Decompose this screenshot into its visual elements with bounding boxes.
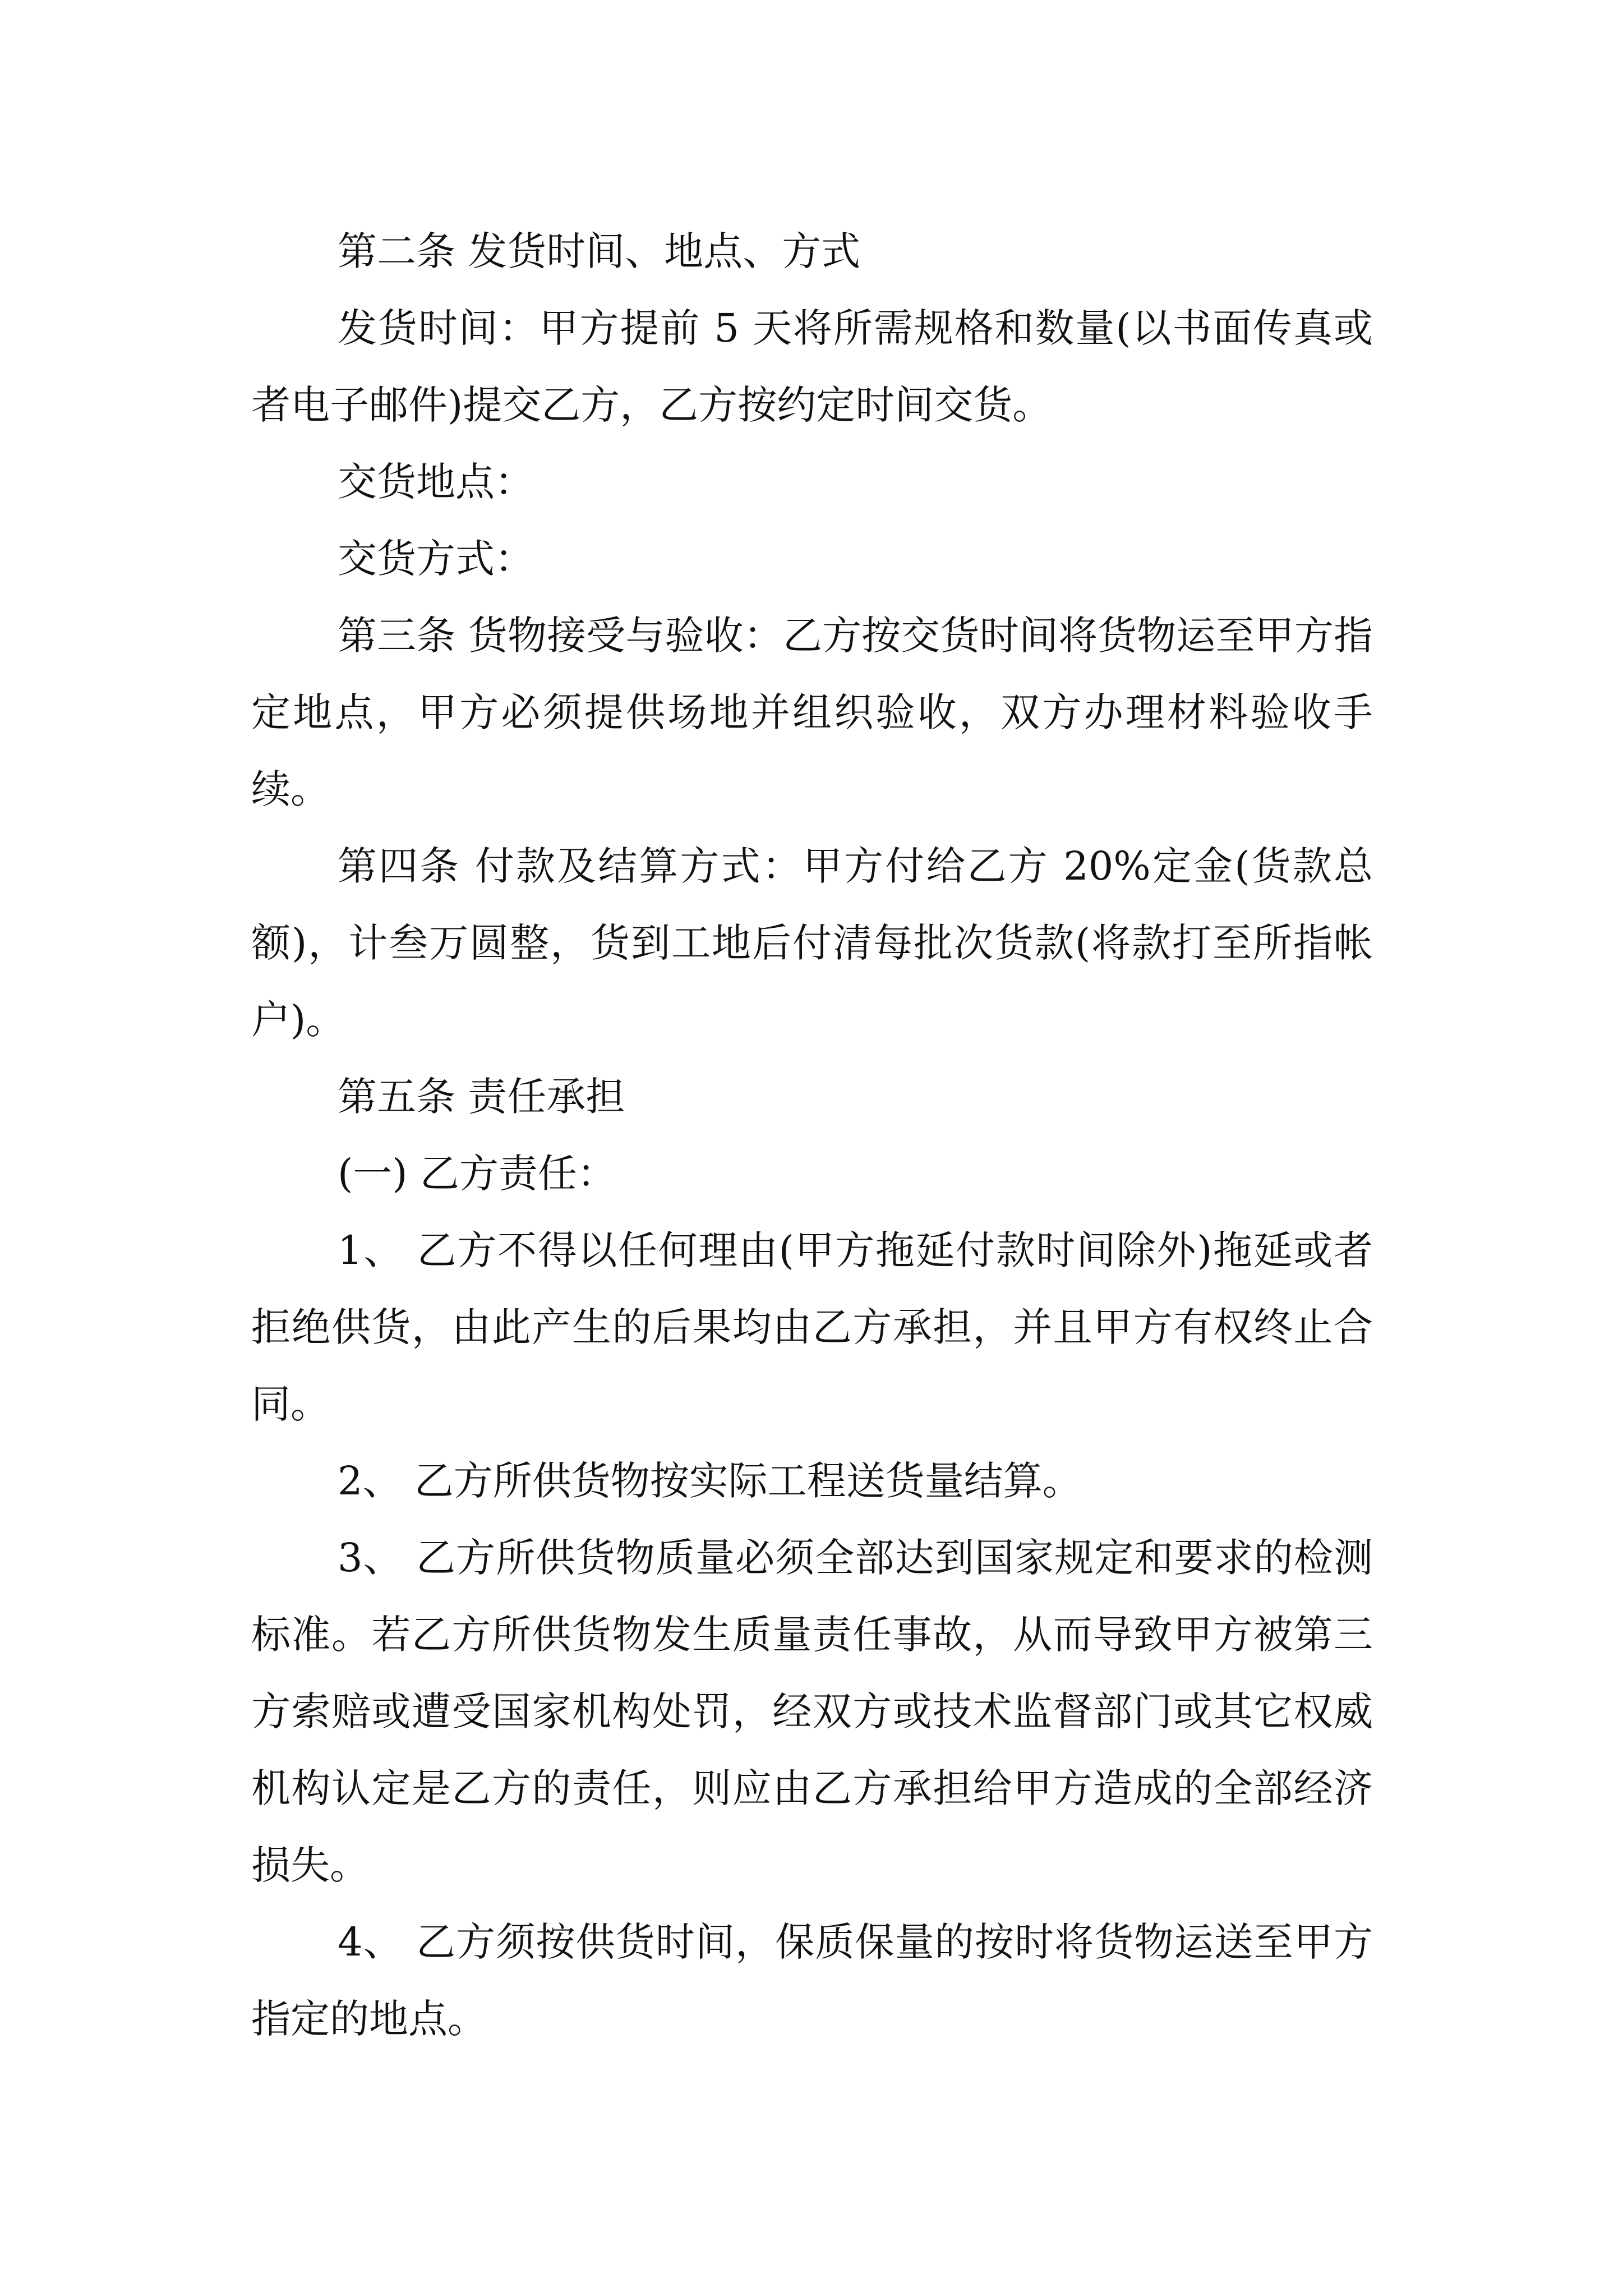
clause-1-paragraph: 1、 乙方不得以任何理由(甲方拖延付款时间除外)拖延或者拒绝供货，由此产生的后果均由乙方承担，并且甲方有权终止合同。: [251, 1227, 1373, 1427]
document-body: [251, 213, 1373, 2058]
delivery-location-line: 交货地点：: [338, 459, 534, 505]
section-2-heading: 第二条 发货时间、地点、方式: [338, 228, 861, 274]
section-5-heading: 第五条 责任承担: [338, 1074, 625, 1120]
clause-3-paragraph: 3、 乙方所供货物质量必须全部达到国家规定和要求的检测标准。若乙方所供货物发生质量责任事故，从而导致甲方被第三方索赔或遭受国家机构处罚，经双方或技术监督部门或其它权威机构认定是乙方的责任，则应由乙方承担给甲方造成的全部经济损失。: [251, 1535, 1373, 1888]
section-4-paragraph: 第四条 付款及结算方式：甲方付给乙方 20%定金(货款总额)，计叁万圆整，货到工地后付清每批次货款(将款打至所指帐户)。: [251, 843, 1373, 1043]
clause-2-paragraph: 2、 乙方所供货物按实际工程送货量结算。: [338, 1458, 1082, 1504]
party-b-responsibility-heading: (一) 乙方责任：: [338, 1151, 616, 1197]
delivery-method-line: 交货方式：: [338, 536, 534, 582]
delivery-time-paragraph: 发货时间：甲方提前 5 天将所需规格和数量(以书面传真或者电子邮件)提交乙方，乙方按约定时间交货。: [251, 305, 1373, 428]
clause-4-paragraph: 4、 乙方须按供货时间，保质保量的按时将货物运送至甲方指定的地点。: [251, 1919, 1373, 2042]
section-3-paragraph: 第三条 货物接受与验收：乙方按交货时间将货物运至甲方指定地点，甲方必须提供场地并组织验收，双方办理材料验收手续。: [251, 613, 1373, 812]
